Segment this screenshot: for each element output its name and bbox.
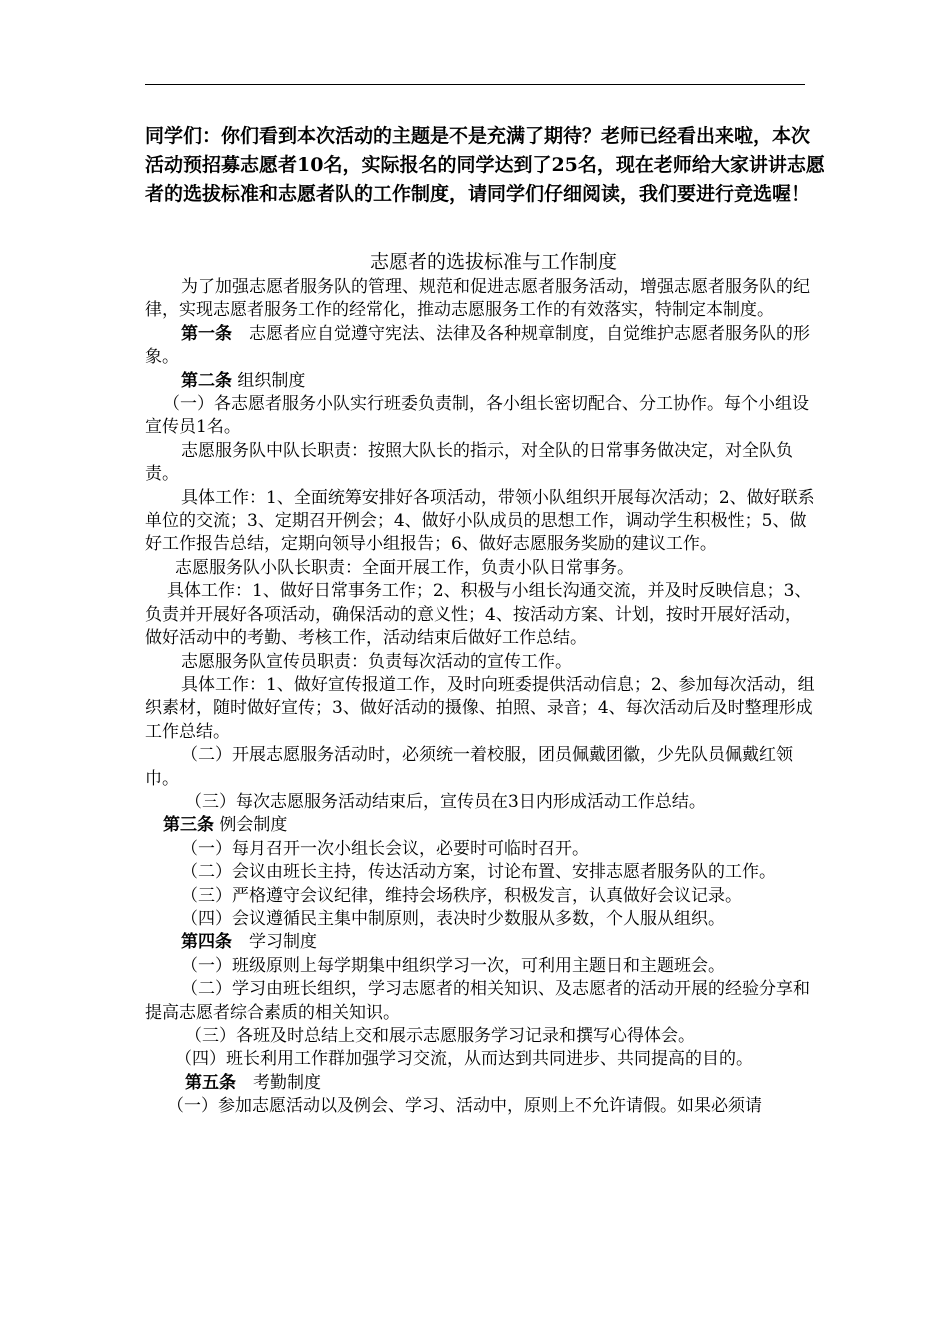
purpose-paragraph: 为了加强志愿者服务队的管理、规范和促进志愿者服务活动，增强志愿者服务队的纪律，实现志愿者服务工作的经常化，推动志愿服务工作的有效落实，特制定本制度。 [145,277,810,321]
article-3-item-2: （二）会议由班长主持，传达活动方案，讨论布置、安排志愿者服务队的工作。 [181,862,776,883]
article-2-item-8: （二）开展志愿服务活动时，必须统一着校服，团员佩戴团徽，少先队员佩戴红领巾。 [145,745,793,789]
article-5-item-1: （一）参加志愿活动以及例会、学习、活动中，原则上不允许请假。如果必须请 [167,1096,762,1117]
article-3-item-3: （三）严格遵守会议纪律，维持会场秩序，积极发言，认真做好会议记录。 [181,885,742,906]
article-3-heading: 第三条 [163,815,214,836]
article-4-item-4: （四）班长利用工作群加强学习交流，从而达到共同进步、共同提高的目的。 [175,1049,753,1070]
article-2-item-6: 志愿服务队宣传员职责：负责每次活动的宣传工作。 [181,651,572,672]
article-3 [145,814,815,837]
intro-paragraph: 同学们：你们看到本次活动的主题是不是充满了期待？老师已经看出来啦，本次活动预招募志愿者10名，实际报名的同学达到了25名，现在老师给大家讲讲志愿者的选拔标准和志愿者队的工作制度，请同学们仔细阅读，我们要进行竞选喔！ [145,125,825,205]
article-2-item-7: 具体工作：1、做好宣传报道工作，及时向班委提供活动信息；2、参加每次活动，组织素材，随时做好宣传；3、做好活动的摄像、拍照、录音；4、每次活动后及时整理形成工作总结。 [145,674,815,742]
article-1-text: 志愿者应自觉遵守宪法、法律及各种规章制度，自觉维护志愿者服务队的形象。 [145,323,810,368]
article-2-item-4: 志愿服务队小队长职责：全面开展工作，负责小队日常事务。 [175,557,634,578]
article-3-text: 例会制度 [219,815,288,836]
article-2-item-5: 具体工作：1、做好日常事务工作；2、积极与小组长沟通交流，并及时反映信息；3、负责并开展好各项活动，确保活动的意义性；4、按活动方案、计划，按时开展好活动，做好活动中的考勤、考核工作，活动结束后做好工作总结。 [145,581,812,649]
article-2-item-2: 志愿服务队中队长职责：按照大队长的指示，对全队的日常事务做决定，对全队负责。 [145,440,793,485]
header-rule [145,84,805,85]
article-4-text: 学习制度 [232,932,317,953]
article-5-text: 考勤制度 [236,1072,321,1093]
article-1-heading: 第一条 [181,323,232,344]
article-3-item-1: （一）每月召开一次小组长会议，必要时可临时召开。 [181,838,589,859]
article-1 [145,323,815,370]
article-4-heading: 第四条 [181,932,232,953]
article-5-heading: 第五条 [185,1072,236,1093]
article-5 [145,1072,815,1095]
article-2 [145,370,815,393]
article-2-item-9: （三）每次志愿服务活动结束后，宣传员在3日内形成活动工作总结。 [185,791,706,812]
article-4-item-2: （二）学习由班长组织，学习志愿者的相关知识、及志愿者的活动开展的经验分享和提高志愿者综合素质的相关知识。 [145,979,810,1023]
article-2-item-1: （一）各志愿者服务小队实行班委负责制，各小组长密切配合、分工协作。每个小组设宣传员1名。 [145,394,809,438]
article-4-item-3: （三）各班及时总结上交和展示志愿服务学习记录和撰写心得体会。 [185,1026,695,1046]
article-4 [145,931,815,954]
document-body [145,276,815,1119]
article-2-text: 组织制度 [237,370,306,391]
article-4-item-1: （一）班级原则上每学期集中组织学习一次，可利用主题日和主题班会。 [181,955,725,976]
document-title: 志愿者的选拔标准与工作制度 [370,251,618,273]
article-2-item-3: 具体工作：1、全面统筹安排好各项活动，带领小队组织开展每次活动；2、做好联系单位的交流；3、定期召开例会；4、做好小队成员的思想工作，调动学生积极性；5、做好工作报告总结，定期向领导小组报告；6、做好志愿服务奖励的建议工作。 [145,487,815,555]
article-2-heading: 第二条 [181,370,232,391]
article-3-item-4: （四）会议遵循民主集中制原则，表决时少数服从多数，个人服从组织。 [181,908,725,929]
